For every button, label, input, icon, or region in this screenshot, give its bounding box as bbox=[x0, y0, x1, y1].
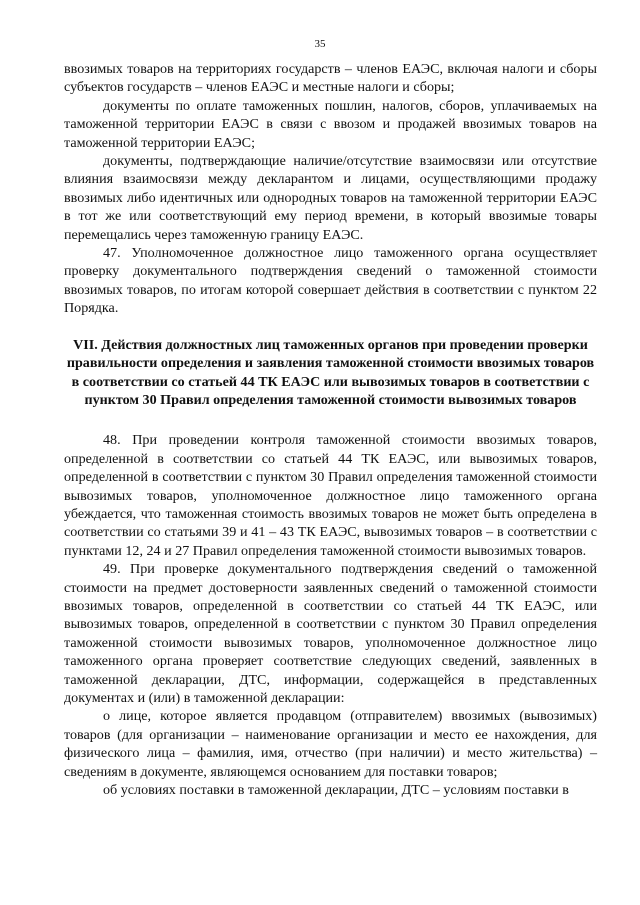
paragraph-49: 49. При проверке документального подтверждения сведений о таможенной стоимости на предмет достоверности заявленных сведений о таможенной стоимости ввозимых товаров, определенной в соответствии со статьей 44 ТК ЕАЭС, или вывозимых товаров, определенной в соответствии с пунктом 30 Правил определения таможенной стоимости вывозимых товаров, уполномоченное должностное лицо таможенного органа проверяет соответствие следующих сведений, заявленных в таможенной декларации, ДТС, информации, содержащейся в представленных документах и (или) в таможенной декларации: bbox=[64, 561, 597, 706]
paragraph-48: 48. При проведении контроля таможенной стоимости ввозимых товаров, определенной в соответствии со статьей 44 ТК ЕАЭС, или вывозимых товаров, определенной в соответствии с пунктом 30 Правил определения таможенной стоимости вывозимых товаров, уполномоченное должностное лицо таможенного органа убеждается, что таможенная стоимость ввозимых товаров не может быть определена в соответствии со статьями 39 и 41 – 43 ТК ЕАЭС, вывозимых товаров – в соответствии с пунктами 12, 24 и 27 Правил определения таможенной стоимости вывозимых товаров. bbox=[64, 432, 597, 559]
paragraph-47: 47. Уполномоченное должностное лицо таможенного органа осуществляет проверку документального подтверждения сведений о таможенной стоимости ввозимых товаров, по итогам которой совершает действия в соответствии с пунктом 22 Порядка. bbox=[64, 245, 597, 317]
paragraph-relationship-documents: документы, подтверждающие наличие/отсутствие взаимосвязи или отсутствие влияния взаимосвязи между декларантом и лицами, осуществляющими продажу ввозимых либо идентичных или однородных товаров на таможенной территории ЕАЭС в тот же или соответствующий ему период времени, в который ввозимые товары перемещались через таможенную границу ЕАЭС. bbox=[64, 153, 597, 243]
page-number: 35 bbox=[314, 38, 326, 50]
paragraph-payment-documents: документы по оплате таможенных пошлин, налогов, сборов, уплачиваемых на таможенной территории ЕАЭС в связи с ввозом и продажей ввозимых товаров на таможенной территории ЕАЭС; bbox=[64, 97, 597, 151]
paragraph-seller-info: о лице, которое является продавцом (отправителем) ввозимых (вывозимых) товаров (для организации – наименование организации и место ее нахождения, для физического лица – фамилия, имя, отчество (при наличии) и место жительства) – сведениям в документе, являющемся основанием для поставки товаров; bbox=[64, 708, 597, 780]
paragraph-continuation: ввозимых товаров на территориях государств – членов ЕАЭС, включая налоги и сборы субъектов государств – членов ЕАЭС и местные налоги и сборы; bbox=[64, 61, 597, 96]
paragraph-delivery-terms: об условиях поставки в таможенной декларации, ДТС – условиям поставки в bbox=[103, 782, 569, 799]
document-body bbox=[64, 60, 597, 799]
section-heading: VII. Действия должностных лиц таможенных органов при проведении проверки правильности определения и заявления таможенной стоимости ввозимых товаров в соответствии со статьей 44 ТК ЕАЭС или вывозимых товаров в соответствии с пунктом 30 Правил определения таможенной стоимости вывозимых товаров bbox=[66, 336, 595, 408]
